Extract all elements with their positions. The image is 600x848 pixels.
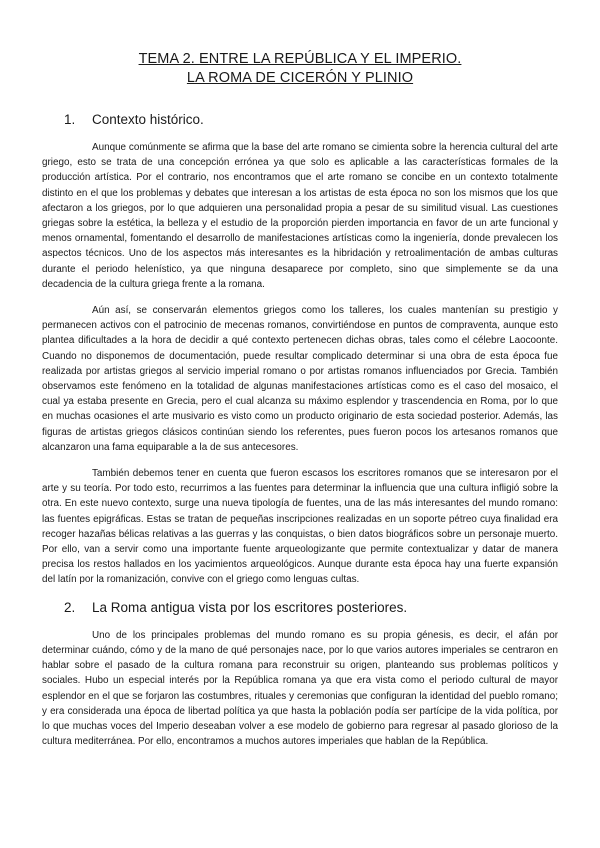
paragraph: Aunque comúnmente se afirma que la base del arte romano se cimienta sobre la herencia cultural del arte griego, esto se trata de una concepción errónea ya que solo es aplicable a las características formales de la producción artística. Por el contrario, nos encontramos que el arte romano se concibe en un contexto totalmente distinto en el que los problemas y debates que interesan a los artistas de esta época no son los mismos que los que afectaron a los griegos, por lo que adquieren una personalidad propia a pesar de su similitud visual. Las cuestiones griegas sobre la estética, la belleza y el estudio de la proporción pierden importancia en favor de un arte funcional y menos ornamental, fomentando el desarrollo de manifestaciones artísticas como la ingeniería, donde prevalecen los aspectos técnicos. Uno de los aspectos más interesantes es la hibridación y retroalimentación de ambas culturas durante el periodo helenístico, ya que ninguna desaparece por completo, sino que simplemente se da una decadencia de la cultura griega frente a la romana. <box>42 142 558 290</box>
paragraph: También debemos tener en cuenta que fueron escasos los escritores romanos que se interesaron por el arte y su teoría. Por todo esto, recurrimos a las fuentes para determinar la influencia que una cultura infligió sobre la otra. En este nuevo contexto, surge una nueva tipología de fuentes, una de las más interesantes del mundo romano: las fuentes epigráficas. Estas se tratan de pequeñas inscripciones realizadas en un soporte pétreo cuya finalidad era recoger hazañas bélicas relativas a las guerras y las conquistas, o bien datos biográficos sobre un personaje muerto. Por ello, van a servir como una importante fuente arqueologizante que permite contextualizar y datar de manera precisa los restos hallados en los yacimientos arqueológicos. Aunque durante esta época hay una fuerte expansión del latín por la romanización, convive con el griego como lenguas cultas. <box>42 468 558 586</box>
document-title <box>42 50 558 88</box>
section-1-number: 1. <box>64 112 76 127</box>
paragraph: Aún así, se conservarán elementos griegos como los talleres, los cuales mantenían su prestigio y permanecen activos con el patrocinio de mecenas romanos, convirtiéndose en puntos de compraventa, aunque esto plantea dificultades a la hora de decidir a qué contexto pertenecen dichas obras, tales como el célebre Laocoonte. Cuando no disponemos de documentación, puede resultar complicado determinar si una obra de esta época fue realizada por artistas griegos al servicio imperial romano o por artistas romanos influenciados por Grecia. También observamos este fenómeno en la totalidad de algunas manifestaciones artísticas como es el caso del mosaico, el cual ya estaba presente en Grecia, pero el cual alcanza su máximo esplendor y trascendencia en Roma, por lo que en muchas ocasiones el arte musivario es visto como un producto originario de esta sociedad posterior. Además, las figuras de artistas griegos clásicos continúan siendo los referentes, pues fueron pocos los artesanos romanos que alcanzaron una fama equiparable a la de sus antecesores. <box>42 305 558 453</box>
paragraph: Uno de los principales problemas del mundo romano es su propia génesis, es decir, el afán por determinar cuándo, cómo y de la mano de qué personajes nace, por lo que varios autores imperiales se centraron en hablar sobre el pasado de la cultura romana para reconstruir su origen, planteando sus problemas políticos y sociales. Hubo un especial interés por la República romana ya que era vista como el periodo cultural de mayor esplendor en el que se forjaron las costumbres, rituales y ceremonias que configuran la identidad del pueblo romano; y era considerada una época de libertad política ya que hasta la población podía ser partícipe de la vida política, por lo que muchas voces del Imperio deseaban volver a ese modelo de gobierno para regresar al pasado glorioso de la cultura mediterránea. Por ello, encontramos a muchos autores imperiales que hablan de la República. <box>42 629 558 748</box>
section-2-title: La Roma antigua vista por los escritores posteriores. <box>92 599 408 615</box>
section-1-heading <box>42 111 558 129</box>
section-1-title: Contexto histórico. <box>92 112 204 127</box>
title-line-2: LA ROMA DE CICERÓN Y PLINIO <box>186 70 414 86</box>
title-line-1: TEMA 2. ENTRE LA REPÚBLICA Y EL IMPERIO. <box>138 51 462 67</box>
section-2-heading <box>42 599 558 617</box>
section-2-number: 2. <box>64 599 76 615</box>
